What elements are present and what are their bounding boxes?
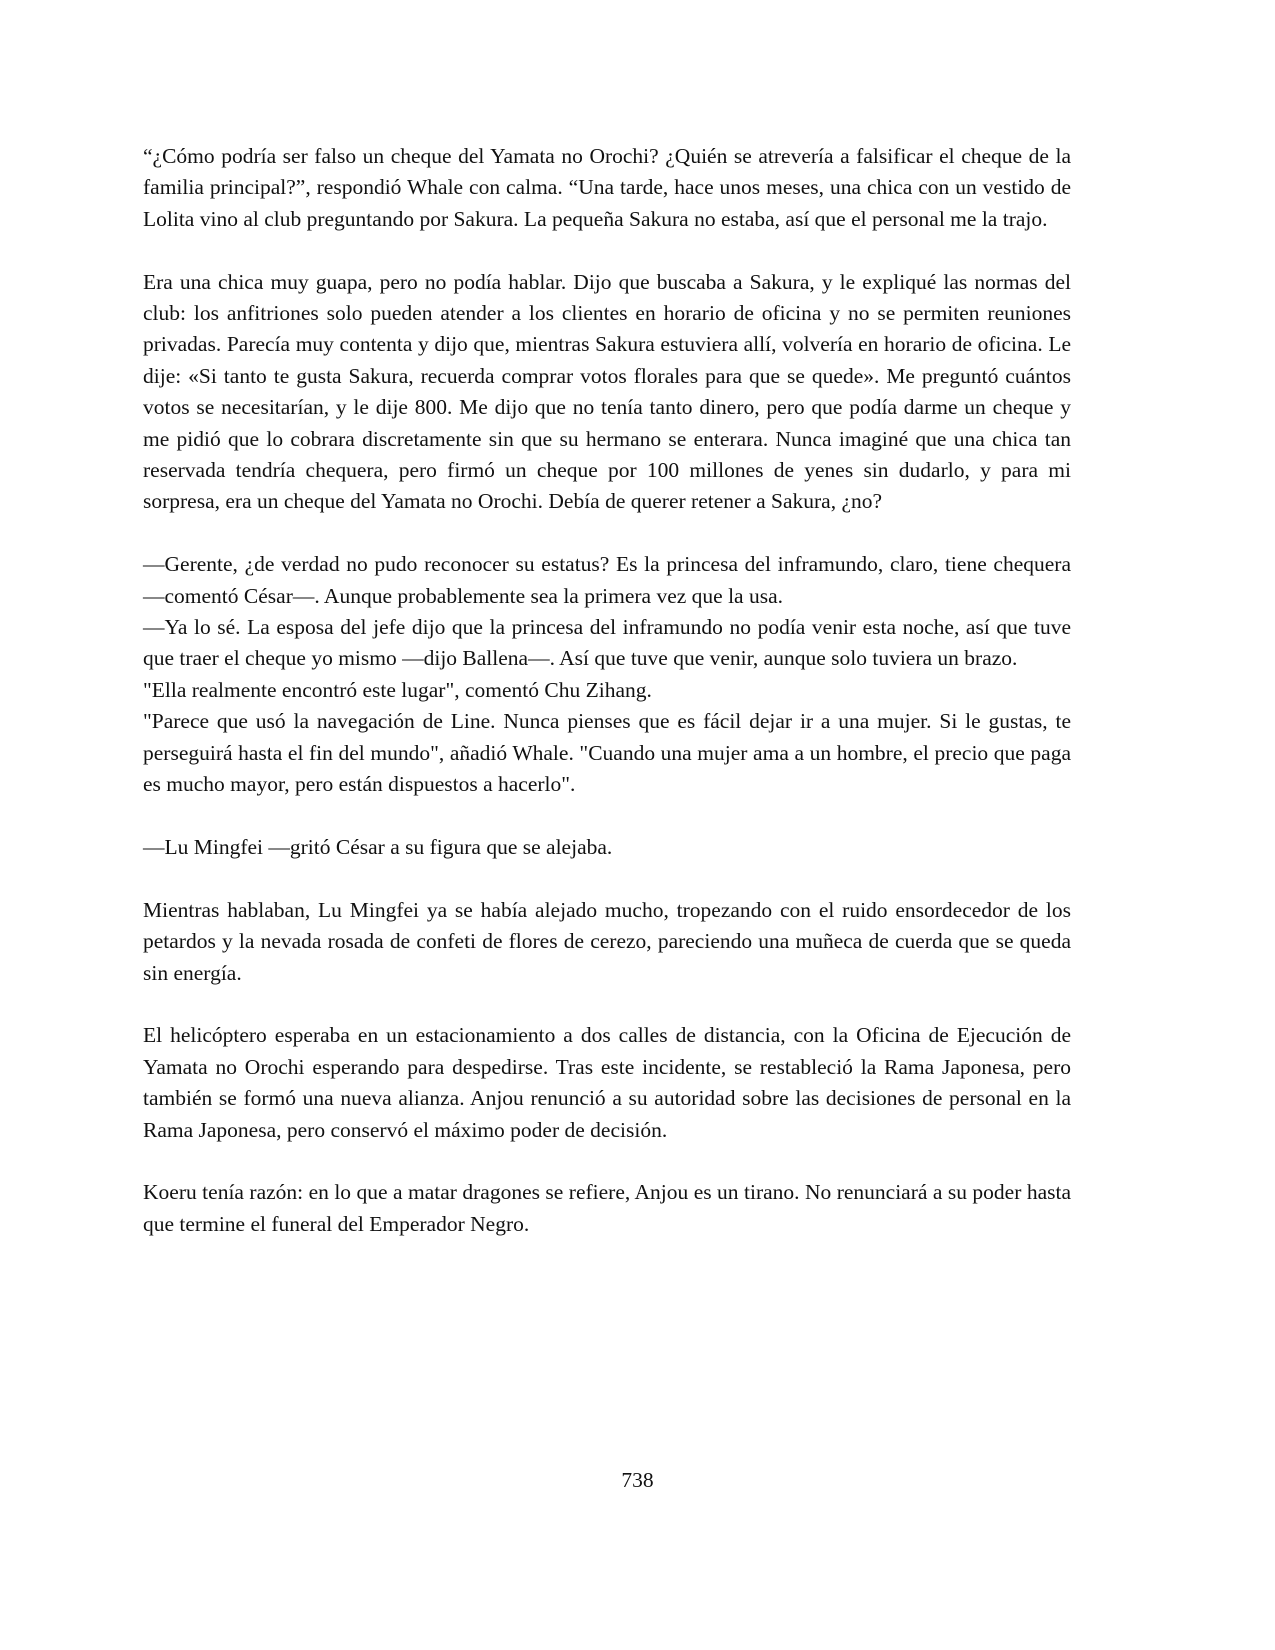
page-body [143, 141, 1071, 1272]
dialogue-block [143, 549, 1071, 800]
dialogue-line: —Ya lo sé. La esposa del jefe dijo que la princesa del inframundo no podía venir esta noche, así que tuve que traer el cheque yo mismo —dijo Ballena—. Así que tuve que venir, aunque solo tuviera un brazo. [143, 615, 1071, 671]
paragraph: “¿Cómo podría ser falso un cheque del Yamata no Orochi? ¿Quién se atrevería a falsificar el cheque de la familia principal?”, respondió Whale con calma. “Una tarde, hace unos meses, una chica con un vestido de Lolita vino al club preguntando por Sakura. La pequeña Sakura no estaba, así que el personal me la trajo. [143, 144, 1071, 231]
dialogue-line: —Gerente, ¿de verdad no pudo reconocer su estatus? Es la princesa del inframundo, claro, tiene chequera —comentó César—. Aunque probablemente sea la primera vez que la usa. [143, 552, 1071, 608]
paragraph: Mientras hablaban, Lu Mingfei ya se había alejado mucho, tropezando con el ruido ensordecedor de los petardos y la nevada rosada de confeti de flores de cerezo, pareciendo una muñeca de cuerda que se queda sin energía. [143, 897, 1071, 985]
paragraph: —Lu Mingfei —gritó César a su figura que se alejaba. [143, 834, 613, 859]
paragraph: Era una chica muy guapa, pero no podía hablar. Dijo que buscaba a Sakura, y le expliqué las normas del club: los anfitriones solo pueden atender a los clientes en horario de oficina y no se permiten reuniones privadas. Parecía muy contenta y dijo que, mientras Sakura estuviera allí, volvería en horario de oficina. Le dije: «Si tanto te gusta Sakura, recuerda comprar votos florales para que se quede». Me preguntó cuántos votos se necesitarían, y le dije 800. Me dijo que no tenía tanto dinero, pero que podía darme un cheque y me pidió que lo cobrara discretamente sin que su hermano se enterara. Nunca imaginé que una chica tan reservada tendría chequera, pero firmó un cheque por 100 millones de yenes sin dudarlo, y para mi sorpresa, era un cheque del Yamata no Orochi. Debía de querer retener a Sakura, ¿no? [143, 269, 1071, 514]
paragraph: Koeru tenía razón: en lo que a matar dragones se refiere, Anjou es un tirano. No renunciará a su poder hasta que termine el funeral del Emperador Negro. [143, 1180, 1071, 1236]
dialogue-line: "Parece que usó la navegación de Line. Nunca pienses que es fácil dejar ir a una mujer. Si le gustas, te perseguirá hasta el fin del mundo", añadió Whale. "Cuando una mujer ama a un hombre, el precio que paga es mucho mayor, pero están dispuestos a hacerlo". [143, 709, 1071, 797]
paragraph: El helicóptero esperaba en un estacionamiento a dos calles de distancia, con la Oficina de Ejecución de Yamata no Orochi esperando para despedirse. Tras este incidente, se restableció la Rama Japonesa, pero también se formó una nueva alianza. Anjou renunció a su autoridad sobre las decisiones de personal en la Rama Japonesa, pero conservó el máximo poder de decisión. [143, 1023, 1071, 1142]
dialogue-line: "Ella realmente encontró este lugar", comentó Chu Zihang. [143, 677, 652, 702]
page-number: 738 [621, 1468, 654, 1492]
